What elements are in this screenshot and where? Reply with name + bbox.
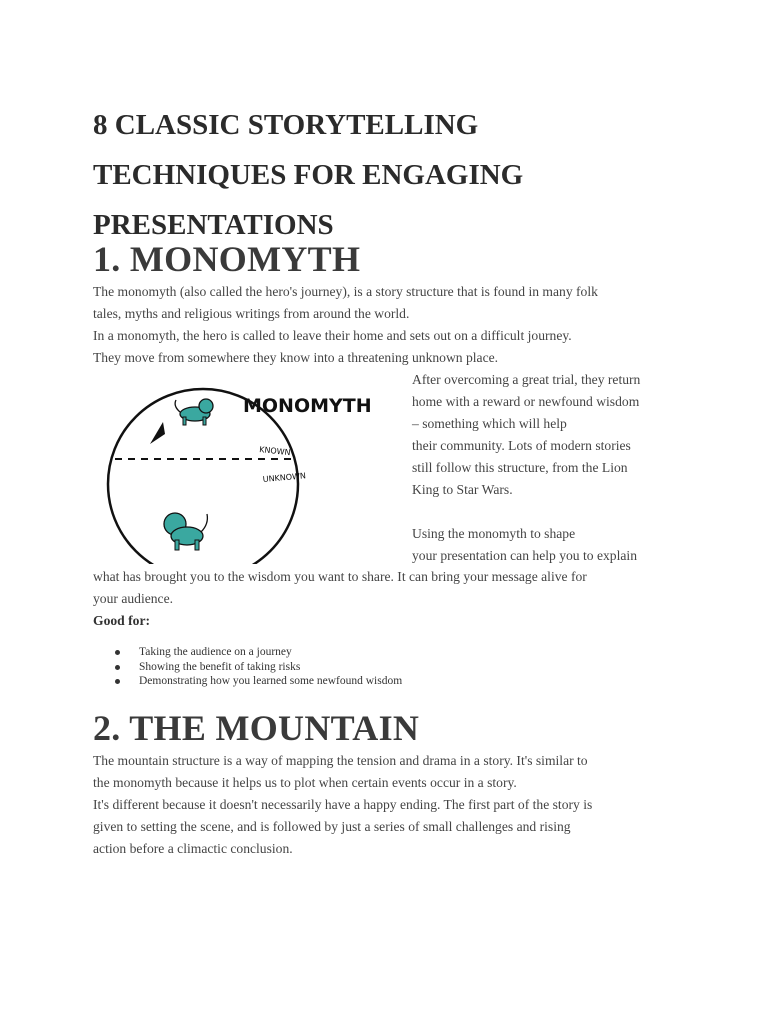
diagram-title: MONOMYTH (243, 395, 372, 417)
list-item-text: Demonstrating how you learned some newfound wisdom (139, 675, 403, 687)
list-item (93, 674, 402, 689)
monomyth-side-text (412, 369, 702, 567)
monomyth-closing-paragraph (93, 566, 683, 610)
title-line: TECHNIQUES FOR ENGAGING (93, 159, 524, 191)
list-item-text: Taking the audience on a journey (139, 646, 292, 658)
section-heading-monomyth: 1. MONOMYTH (93, 239, 361, 279)
text-line: given to setting the scene, and is followed by just a series of small challenges and rising (93, 819, 571, 834)
section-heading-mountain: 2. THE MOUNTAIN (93, 708, 420, 748)
text-line: In a monomyth, the hero is called to leave their home and sets out on a difficult journey. (93, 328, 572, 343)
arrow-head-icon (150, 422, 165, 444)
text-line: your audience. (93, 591, 174, 606)
title-line: PRESENTATIONS (93, 209, 334, 241)
text-line: tales, myths and religious writings from around the world. (93, 306, 410, 321)
text-line: – something which will help (412, 416, 567, 431)
text-line: the monomyth because it helps us to plot when certain events occur in a story. (93, 775, 517, 790)
text-line: what has brought you to the wisdom you want to share. It can bring your message alive for (93, 569, 587, 584)
monomyth-diagram-svg (93, 374, 403, 564)
bullet-icon (115, 650, 120, 655)
text-line: It's different because it doesn't necessarily have a happy ending. The first part of the story is (93, 797, 593, 812)
monomyth-diagram (93, 374, 403, 564)
lion-bottom-icon (164, 513, 207, 550)
text-line: The mountain structure is a way of mapping the tension and drama in a story. It's similar to (93, 753, 588, 768)
text-line: your presentation can help you to explain (412, 548, 637, 563)
list-item (93, 645, 402, 660)
text-line: Using the monomyth to shape (412, 526, 576, 541)
good-for-label: Good for: (93, 613, 151, 628)
text-line: still follow this structure, from the Lion (412, 460, 628, 475)
document-title (93, 100, 713, 250)
text-line: King to Star Wars. (412, 482, 513, 497)
monomyth-intro-paragraph (93, 281, 683, 369)
text-line: The monomyth (also called the hero's journey), is a story structure that is found in many folk (93, 284, 598, 299)
text-line: After overcoming a great trial, they return (412, 372, 641, 387)
list-item-text: Showing the benefit of taking risks (139, 660, 301, 673)
label-known: KNOWN (258, 445, 291, 458)
good-for-list (93, 645, 402, 689)
text-line: their community. Lots of modern stories (412, 438, 631, 453)
list-item (93, 660, 402, 675)
mountain-paragraph (93, 750, 683, 860)
label-unknown: UNKNOWN (262, 471, 307, 484)
text-line: action before a climactic conclusion. (93, 841, 293, 856)
title-line: 8 CLASSIC STORYTELLING (93, 109, 479, 141)
bullet-icon (115, 665, 120, 670)
blank-line (412, 501, 702, 523)
text-line: home with a reward or newfound wisdom (412, 394, 640, 409)
lion-top-icon (175, 399, 213, 425)
text-line: They move from somewhere they know into a threatening unknown place. (93, 350, 499, 365)
bullet-icon (115, 679, 120, 684)
